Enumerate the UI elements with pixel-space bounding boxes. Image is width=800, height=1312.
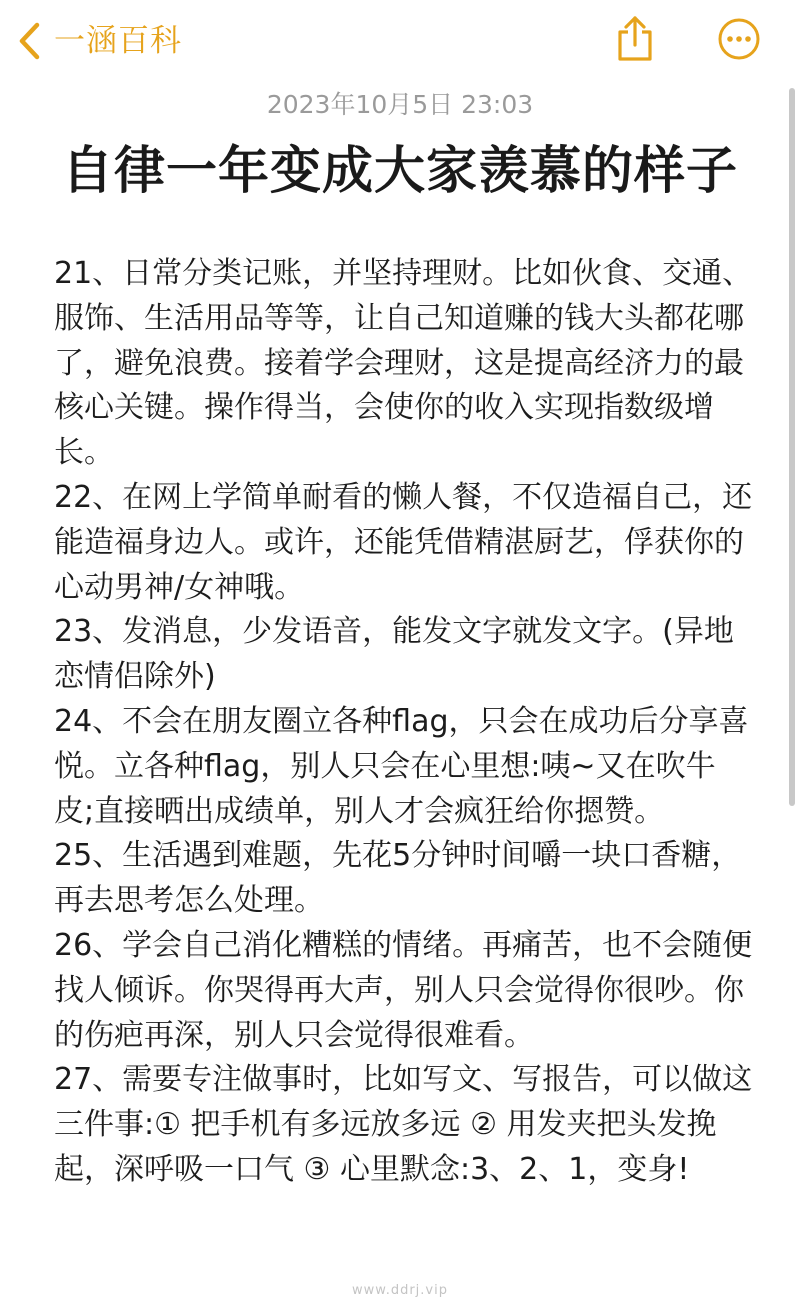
note-body[interactable]	[54, 252, 754, 1193]
more-button[interactable]	[712, 14, 766, 68]
chevron-left-icon	[18, 22, 40, 60]
back-label: 一涵百科	[54, 23, 182, 59]
note-paragraph: 23、发消息，少发语音，能发文字就发文字。(异地恋情侣除外)	[54, 614, 734, 695]
note-paragraph: 22、在网上学简单耐看的懒人餐，不仅造福自己，还能造福身边人。或许，还能凭借精湛厨艺，俘获你的心动男神/女神哦。	[54, 479, 753, 605]
note-paragraph: 27、需要专注做事时，比如写文、写报告，可以做这三件事:① 把手机有多远放多远 ② 用发夹把头发挽起，深呼吸一口气 ③ 心里默念:3、2、1，变身!	[54, 1062, 753, 1187]
note-paragraph: 25、生活遇到难题，先花5分钟时间嚼一块口香糖，再去思考怎么处理。	[54, 838, 742, 919]
note-paragraph: 24、不会在朋友圈立各种flag，只会在成功后分享喜悦。立各种flag，别人只会在心里想:咦~又在吹牛皮;直接晒出成绩单，别人才会疯狂给你摁赞。	[54, 703, 749, 829]
share-icon	[615, 15, 655, 67]
watermark: www.ddrj.vip	[352, 1283, 448, 1298]
share-button[interactable]	[608, 14, 662, 68]
back-button[interactable]	[18, 18, 182, 64]
note-date: 2023年10月5日 23:03	[266, 90, 534, 119]
note-paragraph: 26、学会自己消化糟糕的情绪。再痛苦，也不会随便找人倾诉。你哭得再大声，别人只会觉得你很吵。你的伤疤再深，别人只会觉得很难看。	[54, 927, 753, 1053]
note-title: 自律一年变成大家羡慕的样子	[61, 142, 738, 201]
navigation-bar	[0, 0, 800, 84]
note-paragraph: 21、日常分类记账，并坚持理财。比如伙食、交通、服饰、生活用品等等，让自己知道赚的钱大头都花哪了，避免浪费。接着学会理财，这是提高经济力的最核心关键。操作得当，会使你的收入实现指数级增长。	[54, 256, 753, 471]
more-icon	[717, 17, 761, 65]
